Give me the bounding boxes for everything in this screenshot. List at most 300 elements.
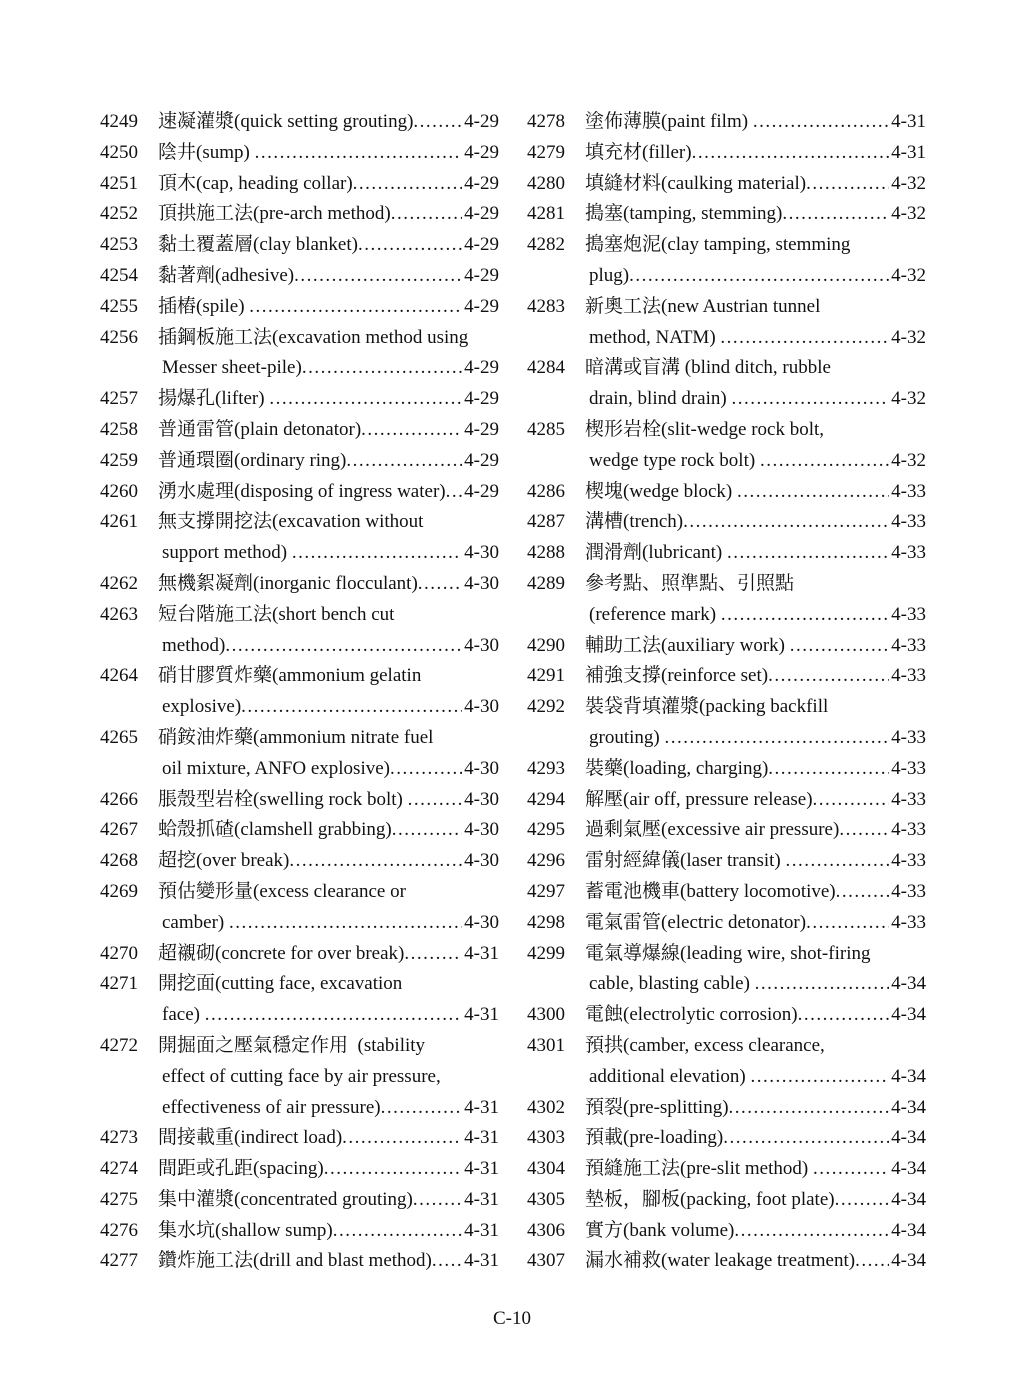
entry-body: [158, 1154, 499, 1185]
entry-term: 過剩氣壓(excessive air pressure): [585, 819, 840, 841]
entry-line: [589, 1062, 926, 1093]
index-entry: [527, 353, 926, 415]
index-entry: [100, 1216, 499, 1247]
index-entry: [100, 199, 499, 230]
entry-body: [158, 969, 499, 1031]
entry-term: 普通環圈(ordinary ring): [158, 449, 347, 471]
entry-number: 4278: [527, 111, 565, 132]
page-reference: 4-30: [464, 634, 499, 656]
entry-line: [585, 1185, 926, 1216]
index-entry: [527, 815, 926, 846]
dot-leader: [755, 969, 890, 1000]
entry-number: 4255: [100, 295, 138, 317]
entry-body: [585, 292, 926, 354]
dot-leader: [294, 261, 462, 292]
dot-leader: [760, 446, 889, 477]
entry-number: 4259: [100, 449, 138, 471]
entry-number: 4292: [527, 696, 565, 718]
index-entry: [100, 1246, 499, 1277]
entry-line: [158, 1185, 499, 1216]
entry-term: 雷射經緯儀(laser transit): [585, 850, 786, 872]
page-reference: 4-31: [464, 1127, 499, 1149]
page-reference: 4-31: [464, 1096, 499, 1118]
entry-term: 插樁(spile): [158, 295, 250, 317]
dot-leader: [835, 1185, 890, 1216]
dot-leader: [292, 538, 462, 569]
index-entry: [527, 631, 926, 662]
entry-number: 4274: [100, 1158, 138, 1180]
index-columns: [100, 107, 926, 1277]
entry-term: 預估變形量(excess clearance or: [158, 880, 406, 902]
entry-line: [158, 723, 499, 754]
entry-line: [589, 261, 926, 292]
entry-number: 4251: [100, 172, 138, 194]
entry-term: 脹殼型岩栓(swelling rock bolt): [158, 788, 408, 810]
entry-line: [158, 969, 499, 1000]
entry-body: [585, 353, 926, 415]
entry-body: [585, 169, 926, 200]
entry-line: [158, 446, 499, 477]
entry-line: [162, 1093, 499, 1124]
entry-term: 普通雷管(plain detonator): [158, 418, 362, 440]
entry-number: 4302: [527, 1096, 565, 1118]
index-entry: [527, 1246, 926, 1277]
entry-body: [585, 815, 926, 846]
entry-number: 4283: [527, 295, 565, 317]
entry-line: [585, 692, 926, 723]
entry-term: 預裂(pre-splitting): [585, 1096, 729, 1118]
index-entry: [527, 846, 926, 877]
dot-leader: [408, 785, 463, 816]
entry-line: [589, 969, 926, 1000]
entry-line: [585, 199, 926, 230]
entry-line: [158, 600, 499, 631]
dot-leader: [806, 908, 889, 939]
entry-number: 4252: [100, 203, 138, 225]
entry-line: [585, 569, 926, 600]
entry-term: 輔助工法(auxiliary work): [585, 634, 790, 656]
index-entry: [100, 1123, 499, 1154]
entry-body: [158, 815, 499, 846]
entry-number: 4258: [100, 418, 138, 440]
entry-number: 4281: [527, 203, 565, 225]
entry-number: 4270: [100, 942, 138, 964]
entry-number: 4273: [100, 1127, 138, 1149]
entry-term: 間接載重(indirect load): [158, 1127, 343, 1149]
entry-term: 黏土覆蓋層(clay blanket): [158, 234, 358, 256]
page-reference: 4-30: [464, 757, 499, 779]
entry-term: 開掘面之壓氣穩定作用 (stability: [158, 1034, 426, 1056]
entry-line: [162, 538, 499, 569]
dot-leader: [753, 107, 889, 138]
entry-line: [158, 107, 499, 138]
entry-number: 4253: [100, 234, 138, 256]
entry-body: [158, 846, 499, 877]
page-reference: 4-33: [891, 603, 926, 625]
index-entry: [527, 477, 926, 508]
entry-term: plug): [589, 264, 630, 286]
page-reference: 4-29: [464, 203, 499, 225]
page-reference: 4-32: [891, 449, 926, 471]
index-entry: [100, 815, 499, 846]
index-column-left: [100, 107, 499, 1277]
entry-line: [585, 353, 926, 384]
entry-body: [158, 107, 499, 138]
dot-leader: [720, 323, 889, 354]
entry-line: [585, 169, 926, 200]
page-reference: 4-29: [464, 111, 499, 132]
entry-term: 楔塊(wedge block): [585, 480, 737, 502]
entry-number: 4301: [527, 1034, 565, 1056]
entry-line: [585, 846, 926, 877]
page-reference: 4-33: [891, 480, 926, 502]
index-entry: [100, 569, 499, 600]
entry-term: 補強支撐(reinforce set): [585, 665, 769, 687]
entry-line: [589, 384, 926, 415]
dot-leader: [790, 631, 889, 662]
entry-term: effectiveness of air pressure): [162, 1096, 381, 1118]
entry-number: 4250: [100, 141, 138, 163]
page-reference: 4-34: [891, 1188, 926, 1210]
entry-term: 電蝕(electrolytic corrosion): [585, 1004, 798, 1026]
page-reference: 4-32: [891, 264, 926, 286]
dot-leader: [225, 631, 462, 662]
index-entry: [100, 1031, 499, 1123]
page-reference: 4-34: [891, 1004, 926, 1026]
entry-body: [158, 507, 499, 569]
entry-term: 搗塞(tamping, stemming): [585, 203, 783, 225]
dot-leader: [750, 1062, 889, 1093]
entry-line: [158, 1216, 499, 1247]
dot-leader: [683, 507, 889, 538]
entry-line: [158, 661, 499, 692]
dot-leader: [813, 785, 890, 816]
entry-term: 參考點、照準點、引照點: [585, 572, 795, 594]
entry-body: [585, 230, 926, 292]
entry-number: 4306: [527, 1219, 565, 1241]
dot-leader: [255, 138, 463, 169]
entry-body: [158, 723, 499, 785]
entry-line: [158, 846, 499, 877]
page-reference: 4-29: [464, 264, 499, 286]
entry-term: 鑽炸施工法(drill and blast method): [158, 1250, 432, 1272]
entry-term: 硝甘膠質炸藥(ammonium gelatin: [158, 665, 422, 687]
entry-line: [162, 692, 499, 723]
entry-body: [158, 292, 499, 323]
index-entry: [527, 661, 926, 692]
page-reference: 4-29: [464, 480, 499, 502]
entry-line: [589, 446, 926, 477]
page-reference: 4-34: [891, 1096, 926, 1118]
entry-term: oil mixture, ANFO explosive): [162, 757, 390, 779]
entry-line: [585, 939, 926, 970]
entry-number: 4285: [527, 418, 565, 440]
entry-line: [158, 230, 499, 261]
index-entry: [527, 1031, 926, 1093]
dot-leader: [782, 199, 889, 230]
page-reference: 4-33: [891, 634, 926, 656]
entry-term: 蓄電池機車(battery locomotive): [585, 880, 836, 902]
entry-term: 開挖面(cutting face, excavation: [158, 973, 403, 995]
entry-term: method): [162, 634, 226, 656]
index-entry: [100, 1154, 499, 1185]
dot-leader: [302, 353, 462, 384]
entry-term: additional elevation): [589, 1065, 751, 1087]
page-reference: 4-30: [464, 911, 499, 933]
index-entry: [100, 785, 499, 816]
entry-number: 4297: [527, 880, 565, 902]
entry-body: [585, 661, 926, 692]
entry-term: method, NATM): [589, 326, 721, 348]
page-reference: 4-33: [891, 819, 926, 841]
entry-term: 電氣導爆線(leading wire, shot-firing: [585, 942, 871, 964]
index-entry: [100, 507, 499, 569]
entry-term: explosive): [162, 696, 242, 718]
entry-body: [585, 1246, 926, 1277]
dot-leader: [664, 723, 889, 754]
entry-number: 4279: [527, 141, 565, 163]
page-reference: 4-33: [891, 665, 926, 687]
entry-term: 黏著劑(adhesive): [158, 264, 295, 286]
index-entry: [527, 1000, 926, 1031]
entry-term: 預縫施工法(pre-slit method): [585, 1158, 813, 1180]
index-entry: [527, 107, 926, 138]
index-entry: [527, 415, 926, 477]
page-reference: 4-29: [464, 172, 499, 194]
index-entry: [527, 692, 926, 754]
dot-leader: [836, 877, 890, 908]
entry-term: 塗佈薄膜(paint film): [585, 111, 753, 132]
entry-term: 間距或孔距(spacing): [158, 1158, 324, 1180]
entry-body: [585, 846, 926, 877]
dot-leader: [737, 477, 889, 508]
entry-term: 墊板，腳板(packing, foot plate): [585, 1188, 835, 1210]
index-entry: [100, 107, 499, 138]
dot-leader: [839, 815, 889, 846]
page-reference: 4-34: [891, 1065, 926, 1087]
index-entry: [100, 1185, 499, 1216]
entry-number: 4284: [527, 357, 565, 379]
entry-body: [158, 138, 499, 169]
entry-body: [158, 569, 499, 600]
dot-leader: [381, 1093, 463, 1124]
entry-line: [585, 415, 926, 446]
entry-body: [585, 1093, 926, 1124]
page-reference: 4-33: [891, 788, 926, 810]
index-entry: [100, 661, 499, 723]
entry-term: 湧水處理(disposing of ingress water): [158, 480, 446, 502]
entry-body: [585, 538, 926, 569]
entry-term: 揚爆孔(lifter): [158, 388, 270, 410]
entry-number: 4282: [527, 234, 565, 256]
entry-body: [158, 415, 499, 446]
entry-line: [162, 353, 499, 384]
dot-leader: [249, 292, 462, 323]
entry-line: [585, 1123, 926, 1154]
entry-body: [585, 692, 926, 754]
index-entry: [100, 261, 499, 292]
index-entry: [100, 477, 499, 508]
entry-line: [585, 1093, 926, 1124]
entry-body: [158, 230, 499, 261]
entry-body: [585, 477, 926, 508]
dot-leader: [241, 692, 462, 723]
page-reference: 4-34: [891, 1250, 926, 1272]
page-reference: 4-31: [891, 111, 926, 132]
entry-line: [162, 631, 499, 662]
entry-line: [585, 908, 926, 939]
entry-number: 4257: [100, 388, 138, 410]
index-entry: [527, 754, 926, 785]
entry-term: 集水坑(shallow sump): [158, 1219, 333, 1241]
entry-number: 4249: [100, 111, 138, 132]
entry-number: 4262: [100, 572, 138, 594]
entry-line: [158, 877, 499, 908]
index-entry: [100, 600, 499, 662]
page-reference: 4-32: [891, 388, 926, 410]
index-entry: [100, 230, 499, 261]
dot-leader: [768, 754, 889, 785]
entry-term: face): [162, 1004, 205, 1026]
page-reference: 4-29: [464, 234, 499, 256]
entry-term: camber): [162, 911, 229, 933]
entry-term: 硝銨油炸藥(ammonium nitrate fuel: [158, 726, 434, 748]
entry-line: [158, 815, 499, 846]
dot-leader: [333, 1216, 462, 1247]
entry-line: [158, 569, 499, 600]
entry-line: [585, 477, 926, 508]
entry-term: 頂拱施工法(pre-arch method): [158, 203, 391, 225]
entry-line: [162, 1000, 499, 1031]
index-entry: [100, 384, 499, 415]
entry-term: 超挖(over break): [158, 850, 290, 872]
entry-body: [585, 138, 926, 169]
page-reference: 4-29: [464, 418, 499, 440]
entry-number: 4268: [100, 850, 138, 872]
entry-line: [589, 323, 926, 354]
entry-number: 4256: [100, 326, 138, 348]
entry-body: [585, 1000, 926, 1031]
entry-term: 無支撐開挖法(excavation without: [158, 511, 424, 533]
entry-body: [585, 1216, 926, 1247]
page-reference: 4-30: [464, 788, 499, 810]
index-entry: [527, 538, 926, 569]
page-reference: 4-31: [464, 1158, 499, 1180]
entry-line: [162, 1062, 499, 1093]
index-entry: [100, 169, 499, 200]
page-reference: 4-32: [891, 203, 926, 225]
dot-leader: [727, 538, 889, 569]
dot-leader: [361, 415, 462, 446]
page-reference: 4-29: [464, 357, 499, 379]
entry-body: [158, 1123, 499, 1154]
dot-leader: [205, 1000, 462, 1031]
entry-number: 4296: [527, 850, 565, 872]
entry-term: wedge type rock bolt): [589, 449, 760, 471]
index-column-right: [527, 107, 926, 1277]
dot-leader: [418, 569, 462, 600]
entry-term: 超襯砌(concrete for over break): [158, 942, 405, 964]
dot-leader: [786, 846, 890, 877]
entry-number: 4271: [100, 973, 138, 995]
entry-line: [158, 785, 499, 816]
entry-line: [585, 754, 926, 785]
page-reference: 4-30: [464, 572, 499, 594]
entry-body: [585, 1123, 926, 1154]
page-reference: 4-31: [464, 1004, 499, 1026]
dot-leader: [731, 384, 889, 415]
entry-number: 4288: [527, 542, 565, 564]
entry-body: [158, 785, 499, 816]
entry-body: [158, 477, 499, 508]
dot-leader: [404, 939, 462, 970]
entry-term: cable, blasting cable): [589, 973, 755, 995]
dot-leader: [855, 1246, 889, 1277]
entry-body: [158, 261, 499, 292]
entry-number: 4263: [100, 603, 138, 625]
entry-term: effect of cutting face by air pressure,: [162, 1065, 441, 1087]
entry-line: [158, 1154, 499, 1185]
index-entry: [100, 323, 499, 385]
index-entry: [527, 1093, 926, 1124]
entry-term: grouting): [589, 726, 665, 748]
dot-leader: [432, 1246, 462, 1277]
entry-body: [158, 1216, 499, 1247]
entry-number: 4272: [100, 1034, 138, 1056]
entry-number: 4305: [527, 1188, 565, 1210]
page-reference: 4-34: [891, 1219, 926, 1241]
entry-number: 4289: [527, 572, 565, 594]
entry-term: 陰井(sump): [158, 141, 255, 163]
entry-term: support method): [162, 542, 292, 564]
dot-leader: [798, 1000, 890, 1031]
entry-number: 4277: [100, 1250, 138, 1272]
dot-leader: [721, 600, 889, 631]
entry-line: [585, 107, 926, 138]
index-entry: [100, 723, 499, 785]
entry-number: 4298: [527, 911, 565, 933]
entry-line: [585, 631, 926, 662]
entry-line: [585, 230, 926, 261]
page-reference: 4-34: [891, 973, 926, 995]
index-entry: [527, 1185, 926, 1216]
entry-body: [585, 569, 926, 631]
entry-body: [158, 446, 499, 477]
entry-line: [585, 1154, 926, 1185]
index-entry: [100, 939, 499, 970]
entry-term: 無機絮凝劑(inorganic flocculant): [158, 572, 418, 594]
entry-term: 頂木(cap, heading collar): [158, 172, 353, 194]
index-entry: [527, 199, 926, 230]
page-reference: 4-31: [464, 942, 499, 964]
entry-body: [585, 1031, 926, 1093]
page-reference: 4-33: [891, 880, 926, 902]
index-entry: [100, 877, 499, 939]
entry-number: 4264: [100, 665, 138, 687]
dot-leader: [269, 384, 462, 415]
entry-body: [158, 1031, 499, 1123]
page-reference: 4-31: [891, 141, 926, 163]
entry-body: [158, 600, 499, 662]
entry-body: [585, 631, 926, 662]
entry-line: [158, 323, 499, 354]
entry-line: [158, 292, 499, 323]
entry-number: 4295: [527, 819, 565, 841]
entry-line: [158, 138, 499, 169]
entry-number: 4304: [527, 1158, 565, 1180]
index-entry: [100, 138, 499, 169]
entry-term: 電氣雷管(electric detonator): [585, 911, 807, 933]
